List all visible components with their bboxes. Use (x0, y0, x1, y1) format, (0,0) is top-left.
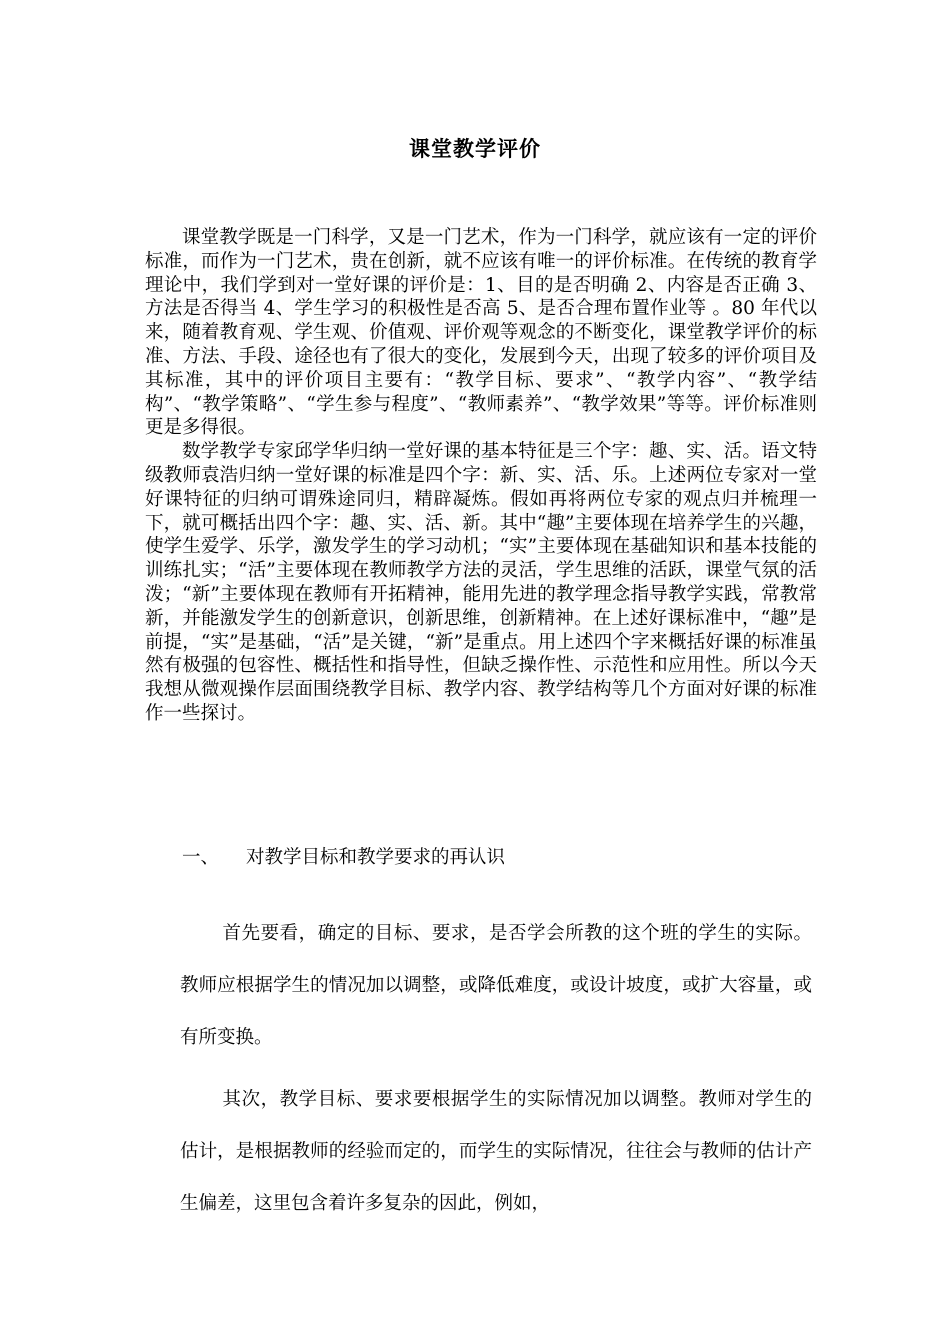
section-number: 一、 (182, 847, 220, 868)
section-paragraph-first (180, 908, 812, 1064)
paragraph-first-point: 首先要看，确定的目标、要求，是否学会所教的这个班的学生的实际。教师应根据学生的情况加以调整，或降低难度，或设计坡度，或扩大容量，或有所变换。 (180, 923, 812, 1048)
paragraph-good-lesson-features: 数学教学专家邱学华归纳一堂好课的基本特征是三个字：趣、实、活。语文特级教师袁浩归纳一堂好课的标准是四个字：新、实、活、乐。上述两位专家对一堂好课特征的归纳可谓殊途同归，精辟凝炼。假如再将两位专家的观点归并梳理一下，就可概括出四个字：趣、实、活、新。其中“趣”主要体现在培养学生的兴趣，使学生爱学、乐学，激发学生的学习动机；“实”主要体现在基础知识和基本技能的训练扎实；“活”主要体现在教师教学方法的灵活，学生思维的活跃，课堂气氛的活泼；“新”主要体现在教师有开拓精神，能用先进的教学理念指导教学实践，常教常新，并能激发学生的创新意识，创新思维，创新精神。在上述好课标准中，“趣”是前提，“实”是基础，“活”是关键，“新”是重点。用上述四个字来概括好课的标准虽然有极强的包容性、概括性和指导性，但缺乏操作性、示范性和应用性。所以今天我想从微观操作层面围绕教学目标、教学内容、教学结构等几个方面对好课的标准作一些探讨。 (145, 441, 817, 724)
document-title: 课堂教学评价 (409, 136, 541, 161)
section-heading (182, 846, 505, 870)
intro-section (145, 226, 817, 726)
paragraph-second-point: 其次，教学目标、要求要根据学生的实际情况加以调整。教师对学生的估计，是根据教师的经验而定的，而学生的实际情况，往往会与教师的估计产生偏差，这里包含着许多复杂的因此，例如， (180, 1089, 812, 1214)
paragraph-evaluation-overview: 课堂教学既是一门科学，又是一门艺术，作为一门科学，就应该有一定的评价标准，而作为一门艺术，贵在创新，就不应该有唯一的评价标准。在传统的教育学理论中，我们学到对一堂好课的评价是：1、目的是否明确 2、内容是否正确 3、方法是否得当 4、学生学习的积极性是否高 5、是否合理布置作业等 。80 年代以来，随着教育观、学生观、价值观、评价观等观念的不断变化，课堂教学评价的标准、方法、手段、途径也有了很大的变化，发展到今天，出现了较多的评价项目及其标准，其中的评价项目主要有：“教学目标、要求”、“教学内容”、“教学结构”、“教学策略”、“学生参与程度”、“教师素养”、“教学效果”等等。评价标准则更是多得很。 (145, 227, 817, 439)
section-heading-text: 对教学目标和教学要求的再认识 (246, 847, 506, 868)
section-paragraph-second (180, 1074, 812, 1230)
